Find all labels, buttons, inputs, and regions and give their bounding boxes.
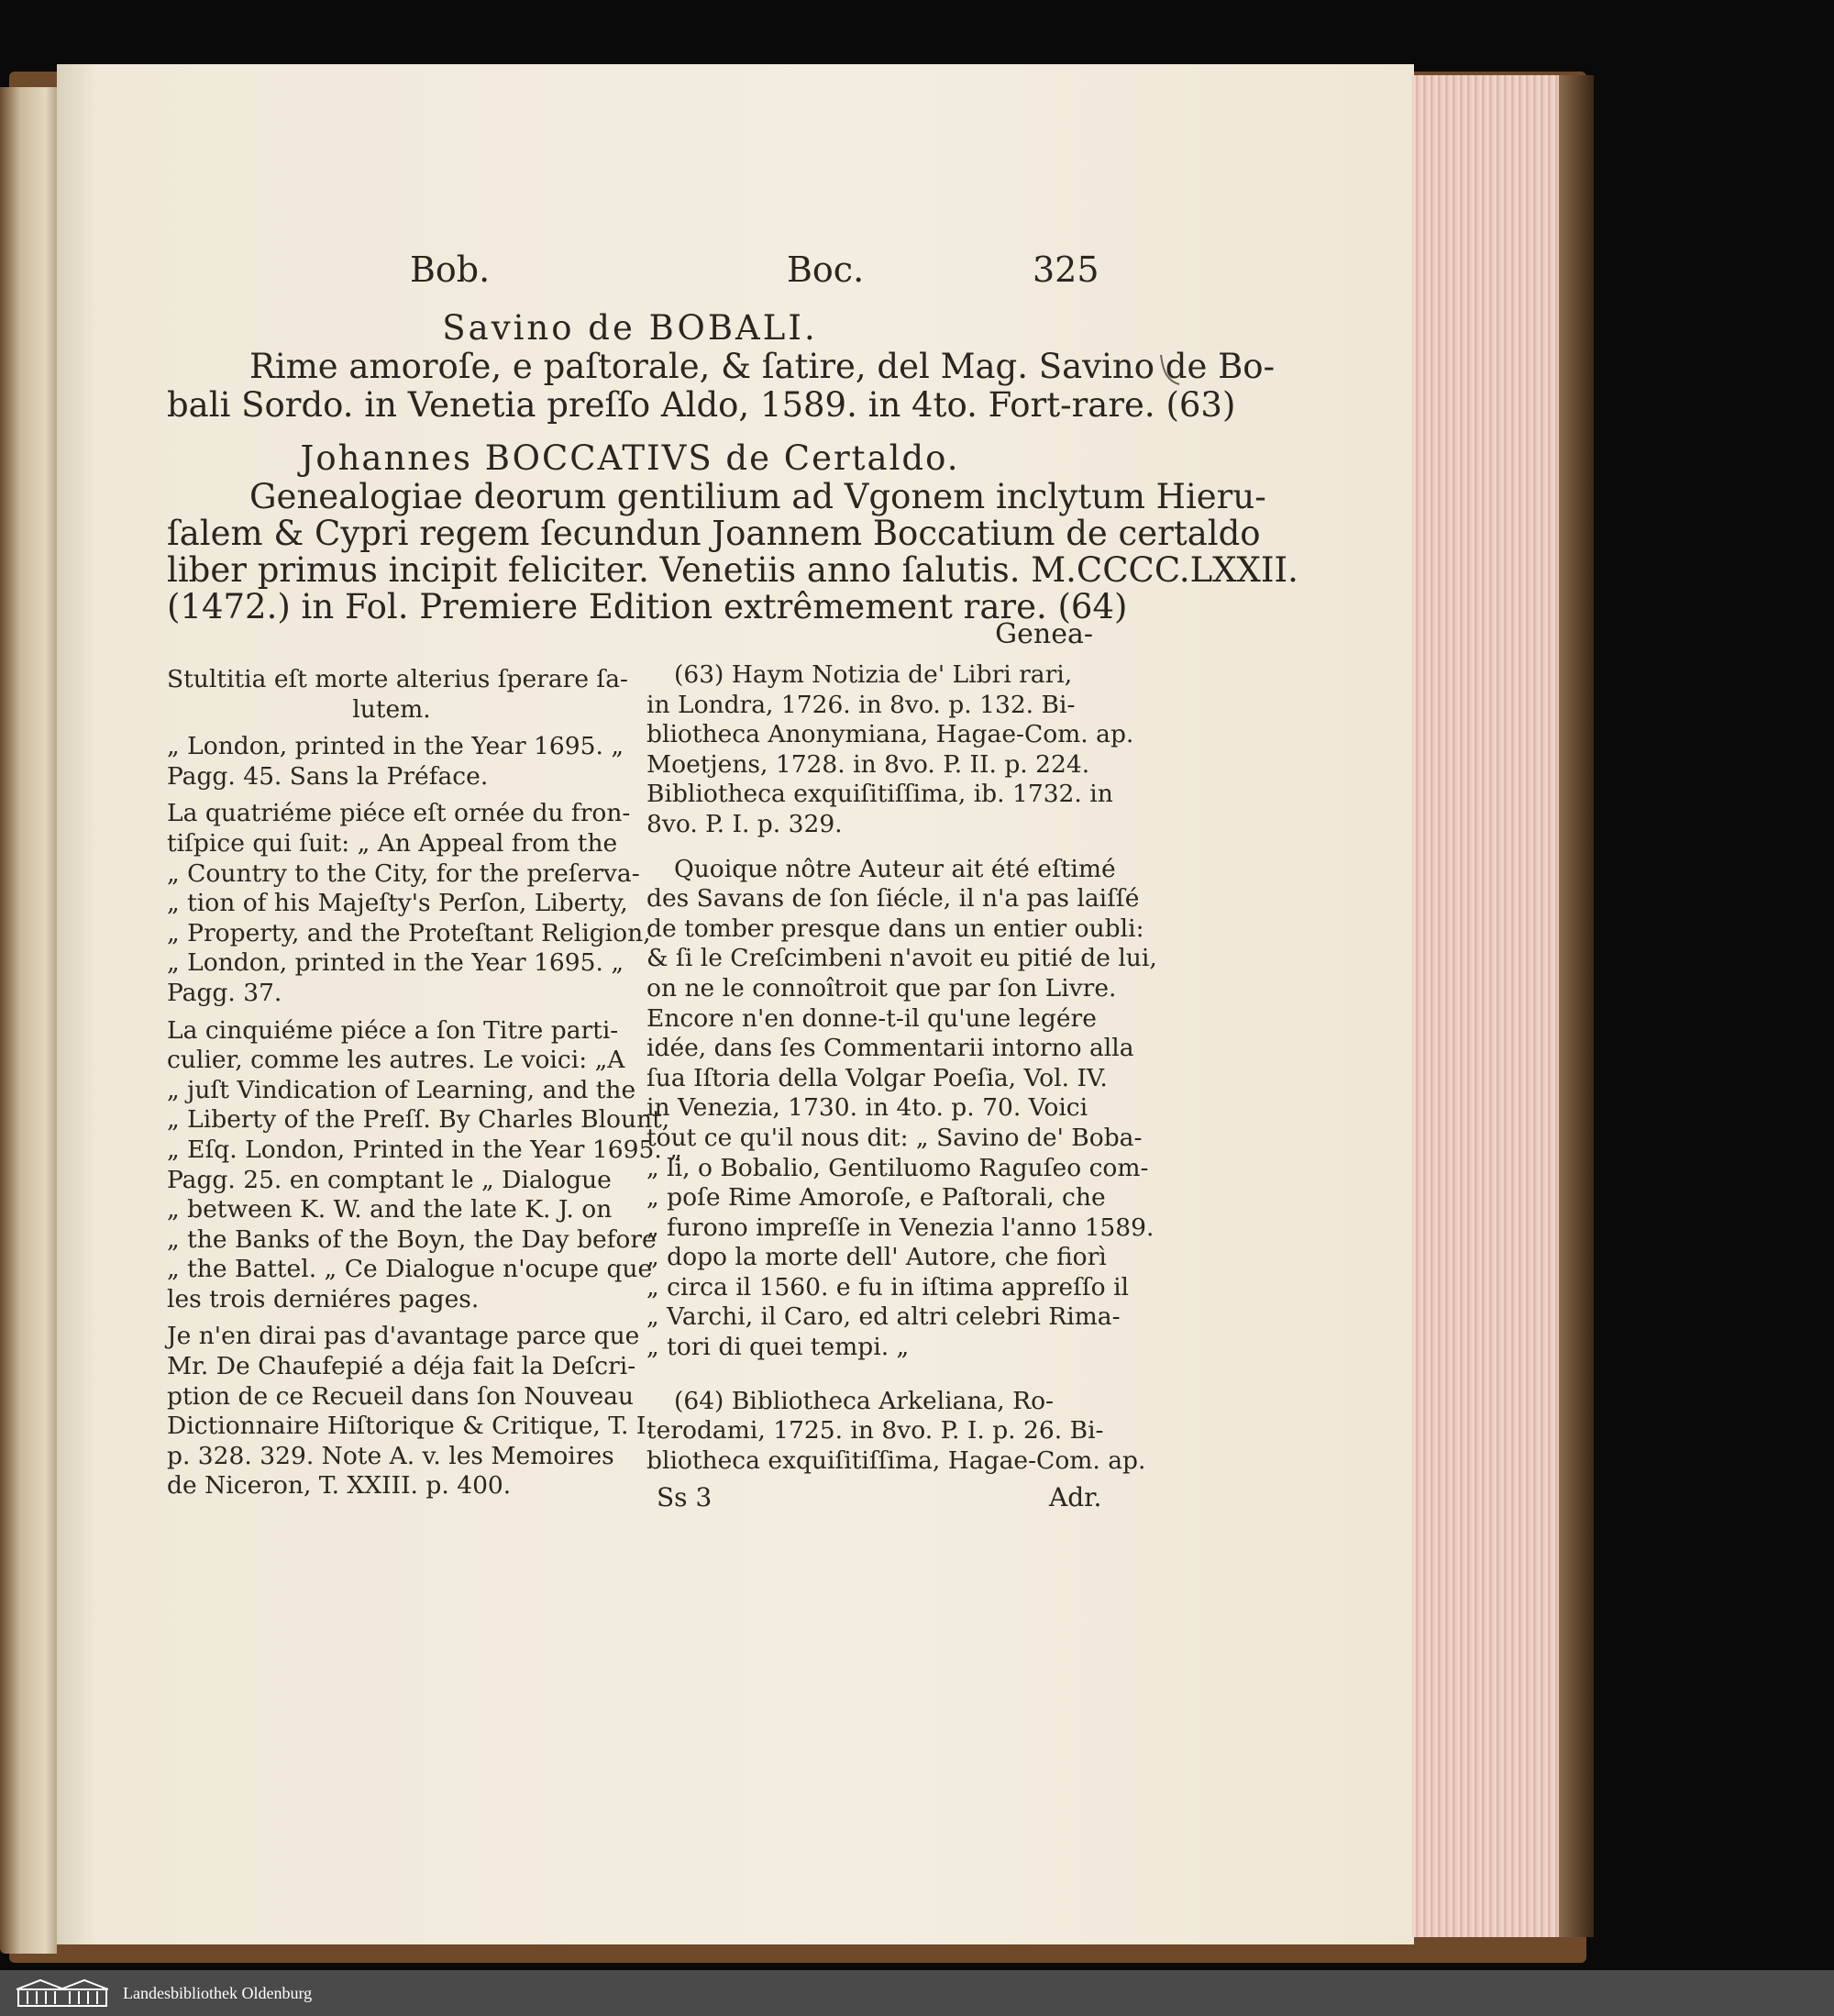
footnote-line: „ tori di quei tempi. „ bbox=[646, 1333, 910, 1362]
footnote-line: Dictionnaire Hiſtorique & Critique, T. I. bbox=[167, 1412, 654, 1441]
running-head-left: Bob. bbox=[410, 249, 491, 290]
entry-line: Rime amoroſe, e paſtorale, & ſatire, del Mag. Savino de Bo- bbox=[249, 347, 1276, 386]
catchword: Genea- bbox=[995, 618, 1093, 650]
footnote-line: 8vo. P. I. p. 329. bbox=[646, 809, 843, 838]
footnote-line: „ the Battel. „ Ce Dialogue n'ocupe que bbox=[167, 1255, 653, 1284]
footnote-line: Moetjens, 1728. in 8vo. P. II. p. 224. bbox=[646, 749, 1090, 779]
page-block-edge bbox=[1412, 75, 1566, 1937]
footnote-line: „ London, printed in the Year 1695. „ bbox=[167, 948, 624, 978]
entry-line: (1472.) in Fol. Premiere Edition extrêmement rare. (64) bbox=[167, 587, 1128, 626]
left-footnote-column bbox=[167, 665, 682, 1501]
entry-heading-bobali: Savino de BOBALI. bbox=[442, 308, 818, 348]
footnote-line: (64) Bibliotheca Arkeliana, Ro- bbox=[674, 1386, 1054, 1415]
footnote-line: Encore n'en donne-t-il qu'une legére bbox=[646, 1003, 1097, 1033]
footnote-line: „ poſe Rime Amoroſe, e Paſtorali, che bbox=[646, 1183, 1106, 1213]
footnote-line: idée, dans ſes Commentarii intorno alla bbox=[646, 1034, 1134, 1063]
entry-line: liber primus incipit feliciter. Venetiis anno ſalutis. M.CCCC.LXXII. bbox=[167, 550, 1298, 590]
footnote-line: „ Property, and the Proteſtant Religion, bbox=[167, 918, 651, 947]
footnote-line: „ juſt Vindication of Learning, and the bbox=[167, 1075, 636, 1104]
footnote-line: (63) Haym Notizia de' Libri rari, bbox=[674, 660, 1073, 689]
footnote-line: Pagg. 37. bbox=[167, 978, 282, 1007]
footnote-line: lutem. bbox=[352, 694, 431, 724]
footnote-line: „ dopo la morte dell' Autore, che fiorì bbox=[646, 1243, 1107, 1272]
footnote-line: „ tion of his Majeſty's Perſon, Liberty, bbox=[167, 889, 628, 918]
footnote-line: Stultitia eſt morte alterius ſperare ſa- bbox=[167, 665, 628, 693]
footnote-line: culier, comme les autres. Le voici: „A bbox=[167, 1046, 625, 1075]
page-number: 325 bbox=[1033, 249, 1099, 290]
footnote-line: de Niceron, T. XXIII. p. 400. bbox=[167, 1471, 512, 1501]
footnote-line: des Savans de ſon ſiécle, il n'a pas laiſſé bbox=[646, 884, 1140, 914]
footnote-line: „ London, printed in the Year 1695. „ bbox=[167, 732, 624, 761]
footnote-line: „ the Banks of the Boyn, the Day before bbox=[167, 1224, 657, 1254]
footnote-line: „ furono impreſſe in Venezia l'anno 1589. bbox=[646, 1213, 1155, 1242]
running-head-center: Boc. bbox=[787, 249, 865, 290]
footnote-line: ption de ce Recueil dans ſon Nouveau bbox=[167, 1381, 634, 1411]
cover-edge bbox=[1559, 75, 1594, 1937]
right-footnote-column bbox=[646, 660, 1157, 1476]
footnote-line: bliotheca exquiſitiſſima, Hagae-Com. ap. bbox=[646, 1446, 1146, 1475]
footnote-line: „ Varchi, il Caro, ed altri celebri Rima- bbox=[646, 1302, 1121, 1332]
footnote-line: Pagg. 45. Sans la Préface. bbox=[167, 761, 489, 791]
footnote-line: Mr. De Chaufepié a déja fait la Deſcri- bbox=[167, 1352, 636, 1381]
signature-mark: Ss 3 bbox=[657, 1482, 713, 1512]
footnote-line: Bibliotheca exquiſitiſſima, ib. 1732. in bbox=[646, 780, 1113, 809]
footnote-line: „ Country to the City, for the preſerva- bbox=[167, 858, 640, 888]
footnote-line: de tomber presque dans un entier oubli: bbox=[646, 914, 1144, 943]
footnote-line: La quatriéme piéce eſt ornée du fron- bbox=[167, 799, 631, 828]
entry-heading-boccatius: Johannes BOCCATIVS de Certaldo. bbox=[300, 438, 960, 478]
footnote-line: Je n'en dirai pas d'avantage parce que bbox=[167, 1322, 640, 1351]
footnote-line: ſua Iſtoria della Volgar Poeſia, Vol. IV. bbox=[646, 1063, 1108, 1092]
footnote-line: tout ce qu'il nous dit: „ Savino de' Boba- bbox=[646, 1123, 1143, 1152]
footnote-line: „ Liberty of the Preſſ. By Charles Blount, bbox=[167, 1105, 670, 1135]
footnote-line: „ circa il 1560. e fu in iſtima appreſſo il bbox=[646, 1272, 1130, 1302]
footnote-line: les trois derniéres pages. bbox=[167, 1284, 480, 1313]
footnote-line: Quoique nôtre Auteur ait été eſtimé bbox=[674, 854, 1116, 883]
footnote-line: La cinquiéme piéce a ſon Titre parti- bbox=[167, 1015, 619, 1045]
footnote-line: „ between K. W. and the late K. J. on bbox=[167, 1195, 613, 1224]
footnote-line: „ Eſq. London, Printed in the Year 1695. „ bbox=[167, 1135, 682, 1164]
footnote-line: terodami, 1725. in 8vo. P. I. p. 26. Bi- bbox=[646, 1416, 1104, 1446]
column-catchword: Adr. bbox=[1049, 1482, 1102, 1512]
footnote-line: p. 328. 329. Note A. v. les Memoires bbox=[167, 1441, 614, 1470]
footnote-line: & ſi le Creſcimbeni n'avoit eu pitié de lui, bbox=[646, 944, 1157, 973]
library-building-icon bbox=[13, 1977, 112, 2010]
library-footer bbox=[0, 1970, 1834, 2016]
footnote-line: in Londra, 1726. in 8vo. p. 132. Bi- bbox=[646, 690, 1076, 719]
footnote-line: on ne le connoîtroit que par ſon Livre. bbox=[646, 973, 1117, 1002]
entry-line: Genealogiae deorum gentilium ad Vgonem inclytum Hieru- bbox=[249, 477, 1266, 516]
footnote-line: „ li, o Bobalio, Gentiluomo Raguſeo com- bbox=[646, 1153, 1149, 1182]
left-page-edge bbox=[0, 87, 57, 1954]
footnote-line: Pagg. 25. en comptant le „ Dialogue bbox=[167, 1165, 612, 1194]
footnote-line: tiſpice qui ſuit: „ An Appeal from the bbox=[167, 828, 618, 858]
library-name: Landesbibliothek Oldenburg bbox=[123, 1983, 313, 2002]
entry-line: bali Sordo. in Venetia preſſo Aldo, 1589. in 4to. Fort-rare. (63) bbox=[167, 385, 1236, 425]
footnote-line: in Venezia, 1730. in 4to. p. 70. Voici bbox=[646, 1093, 1088, 1123]
footnote-line: bliotheca Anonymiana, Hagae-Com. ap. bbox=[646, 720, 1134, 749]
entry-line: ſalem & Cypri regem ſecundun Joannem Boccatium de certaldo bbox=[167, 514, 1261, 553]
